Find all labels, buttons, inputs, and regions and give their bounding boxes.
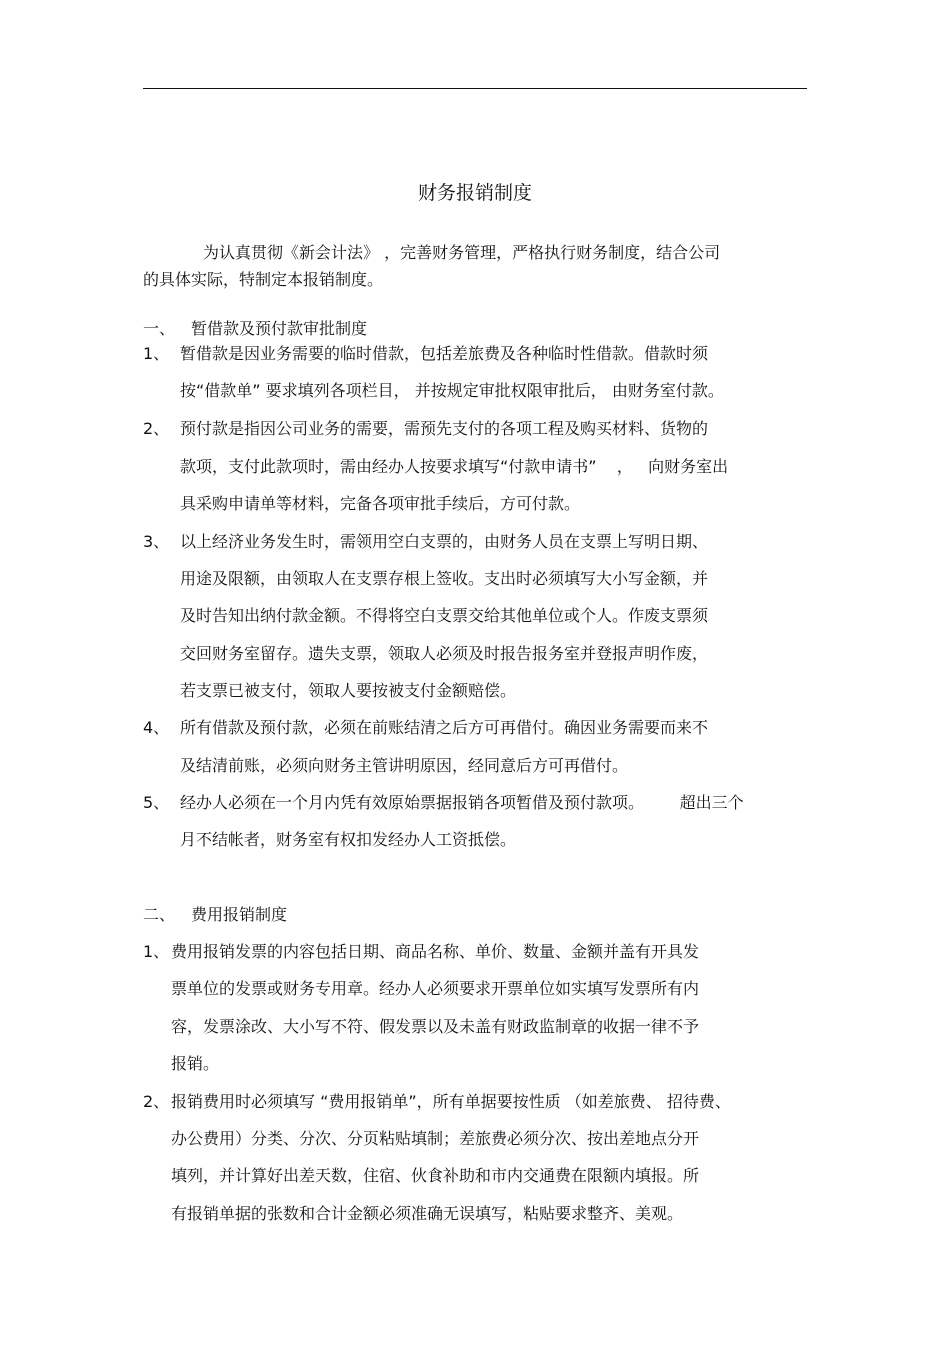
s1-item3-line: 若支票已被支付，领取人要按被支付金额赔偿。 (180, 681, 517, 700)
section1-heading: 暂借款及预付款审批制度 (191, 319, 368, 338)
s1-item3-line: 以上经济业务发生时，需领用空白支票的，由财务人员在支票上写明日期、 (180, 532, 709, 551)
s1-item1-number: 1、 (143, 344, 170, 363)
document-title: 财务报销制度 (417, 182, 532, 204)
s1-item2-line: 具采购申请单等材料，完备各项审批手续后，方可付款。 (180, 494, 581, 513)
s2-item1-line: 票单位的发票或财务专用章。经办人必须要求开票单位如实填写发票所有内 (171, 979, 700, 998)
s1-item5-line: 经办人必须在一个月内凭有效原始票据报销各项暂借及预付款项。 超出三个 (180, 793, 744, 812)
s1-item1-line: 按“借款单” 要求填列各项栏目， 并按规定审批权限审批后， 由财务室付款。 (180, 381, 724, 400)
s1-item3-number: 3、 (143, 532, 170, 551)
section2-number: 二、 (143, 905, 176, 924)
s1-item3-line: 交回财务室留存。遗失支票，领取人必须及时报告报务室并登报声明作废， (180, 644, 709, 663)
s2-item2-line: 填列，并计算好出差天数，住宿、伙食补助和市内交通费在限额内填报。所 (171, 1166, 700, 1185)
s1-item4-line: 及结清前账，必须向财务主管讲明原因，经同意后方可再借付。 (180, 756, 629, 775)
intro-line-1: 为认真贯彻《新会计法》 ，完善财务管理，严格执行财务制度，结合公司 (203, 243, 721, 262)
s2-item1-line: 费用报销发票的内容包括日期、商品名称、单价、数量、金额并盖有开具发 (171, 942, 700, 961)
s1-item2-line: 款项，支付此款项时，需由经办人按要求填写“付款申请书” ， 向财务室出 (180, 457, 729, 476)
s2-item1-line: 报销。 (171, 1054, 220, 1073)
s1-item2-number: 2、 (143, 419, 170, 438)
s1-item1-line: 暂借款是因业务需要的临时借款，包括差旅费及各种临时性借款。借款时须 (180, 344, 709, 363)
s2-item2-line: 办公费用）分类、分次、分页粘贴填制；差旅费必须分次、按出差地点分开 (171, 1129, 700, 1148)
intro-line-2: 的具体实际，特制定本报销制度。 (143, 270, 384, 289)
s2-item1-line: 容，发票涂改、大小写不符、假发票以及未盖有财政监制章的收据一律不予 (171, 1017, 700, 1036)
s2-item2-line: 有报销单据的张数和合计金额必须准确无误填写，粘贴要求整齐、美观。 (171, 1204, 684, 1223)
s1-item2-line: 预付款是指因公司业务的需要，需预先支付的各项工程及购买材料、货物的 (180, 419, 709, 438)
s2-item2-line: 报销费用时必须填写 “费用报销单”，所有单据要按性质 （如差旅费、 招待费、 (171, 1092, 731, 1111)
s1-item5-number: 5、 (143, 793, 170, 812)
header-rule (143, 88, 807, 89)
s1-item4-line: 所有借款及预付款，必须在前账结清之后方可再借付。确因业务需要而来不 (180, 718, 709, 737)
s1-item3-line: 用途及限额，由领取人在支票存根上签收。支出时必须填写大小写金额，并 (180, 569, 709, 588)
section1-number: 一、 (143, 319, 176, 338)
s2-item1-number: 1、 (143, 942, 170, 961)
s1-item5-line: 月不结帐者，财务室有权扣发经办人工资抵偿。 (180, 830, 517, 849)
s1-item3-line: 及时告知出纳付款金额。不得将空白支票交给其他单位或个人。作废支票须 (180, 606, 709, 625)
s2-item2-number: 2、 (143, 1092, 170, 1111)
section2-heading: 费用报销制度 (191, 905, 288, 924)
s1-item4-number: 4、 (143, 718, 170, 737)
